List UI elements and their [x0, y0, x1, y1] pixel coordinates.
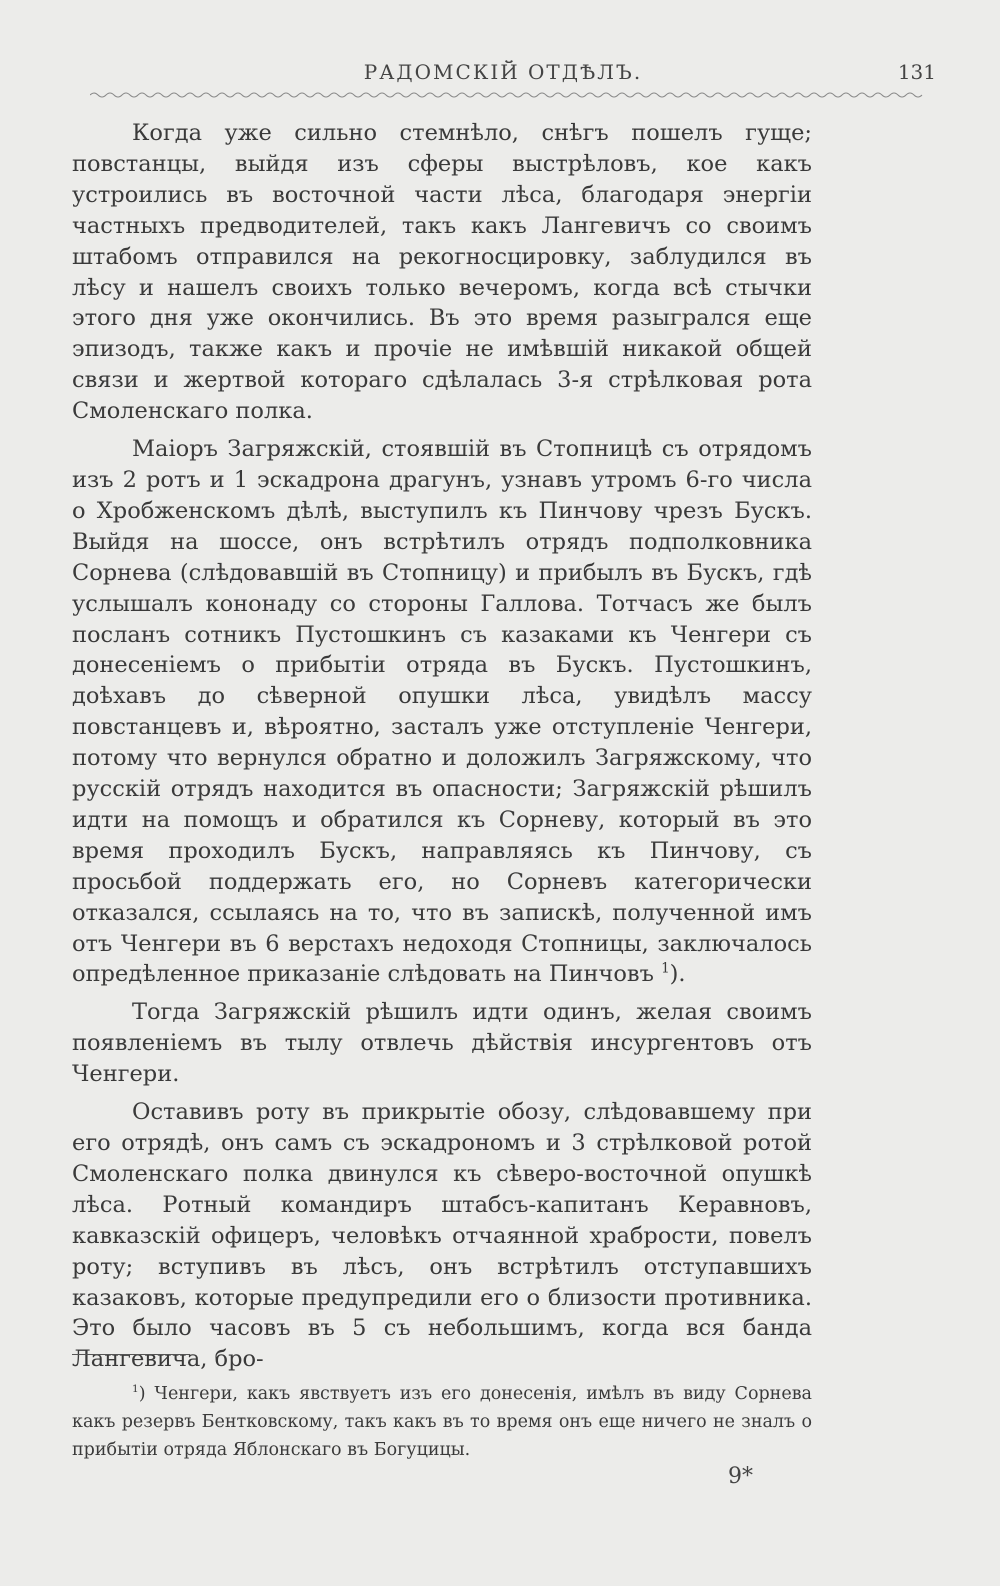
paragraph	[72, 434, 812, 990]
running-header	[70, 52, 936, 102]
footnote-reference: 1	[661, 960, 670, 977]
header-wavy-rule	[90, 90, 924, 100]
footnote-text: ) Ченгери, какъ явствуетъ изъ его донесенiя, имѣлъ въ виду Сорнева какъ резервъ Бентковскому, такъ какъ въ то время онъ еще ничего не зналъ о прибытiи отряда Яблонскаго въ Богуцицы.	[72, 1384, 812, 1460]
paragraph: Оставивъ роту въ прикрытiе обозу, слѣдовавшему при его отрядѣ, онъ самъ съ эскадрономъ и 3 стрѣлковой ротой Смоленскаго полка двинулся къ сѣверо-восточной опушкѣ лѣса. Ротный командиръ штабсъ-капитанъ Керавновъ, кавказскiй офицеръ, человѣкъ отчаянной храбрости, повелъ роту; вступивъ въ лѣсъ, онъ встрѣтилъ отступавшихъ казаковъ, которые предупредили его о близости противника. Это было часовъ въ 5 съ небольшимъ, когда вся банда Лангевича, бро-	[72, 1099, 812, 1373]
paragraph: Когда уже сильно стемнѣло, снѣгъ пошелъ гуще; повстанцы, выйдя изъ сферы выстрѣловъ, кое какъ устроились въ восточной части лѣса, благодаря энергiи частныхъ предводителей, такъ какъ Лангевичъ со своимъ штабомъ отправился на рекогносцировку, заблудился въ лѣсу и нашелъ своихъ только вечеромъ, когда всѣ стычки этого дня уже окончились. Въ это время разыгрался еще эпизодъ, также какъ и прочiе не имѣвшiй никакой общей связи и жертвой котораго сдѣлалась 3-я стрѣлковая рота Смоленскаго полка.	[72, 120, 812, 425]
paragraph-text: Маiоръ Загряжскiй, стоявшiй въ Стопницѣ съ отрядомъ изъ 2 ротъ и 1 эскадрона драгунъ, узнавъ утромъ 6-го числа о Хробженскомъ дѣлѣ, выступилъ къ Пинчову чрезъ Бускъ. Выйдя на шоссе, онъ встрѣтилъ отрядъ подполковника Сорнева (слѣдовавшiй въ Стопницу) и прибылъ въ Бускъ, гдѣ услышалъ кононаду со стороны Галлова. Тотчасъ же былъ посланъ сотникъ Пустошкинъ съ казаками къ Ченгери съ донесенiемъ о прибытiи отряда въ Бускъ. Пустошкинъ, доѣхавъ до сѣверной опушки лѣса, увидѣлъ массу повстанцевъ и, вѣроятно, засталъ уже отступленiе Ченгери, потому что вернулся обратно и доложилъ Загряжскому, что русскiй отрядъ находится въ опасности; Загряжскiй рѣшилъ идти на помощъ и обратился къ Сорневу, который въ это время проходилъ Бускъ, направляясь къ Пинчову, съ просьбой поддержать его, но Сорневъ категорически отказался, ссылаясь на то, что въ запискѣ, полученной имъ отъ Ченгери въ 6 верстахъ недоходя Стопницы, заключалось опредѣленное приказанiе слѣдовать на Пинчовъ	[72, 436, 812, 988]
page-number: 131	[897, 60, 936, 84]
footnote-marker: 1	[132, 1383, 139, 1396]
header-title: РАДОМСКIЙ ОТДѢЛЪ.	[363, 60, 643, 84]
footnote	[72, 1380, 812, 1464]
paragraph: Тогда Загряжскiй рѣшилъ идти одинъ, желая своимъ появленiемъ въ тылу отвлечь дѣйствiя инсургентовъ отъ Ченгери.	[72, 999, 812, 1088]
footnote-divider	[72, 1354, 190, 1355]
main-text	[72, 118, 812, 1382]
footnote-paragraph	[72, 1380, 812, 1464]
signature-mark: 9*	[728, 1464, 753, 1489]
footnote-reference-tail: ).	[669, 961, 686, 988]
